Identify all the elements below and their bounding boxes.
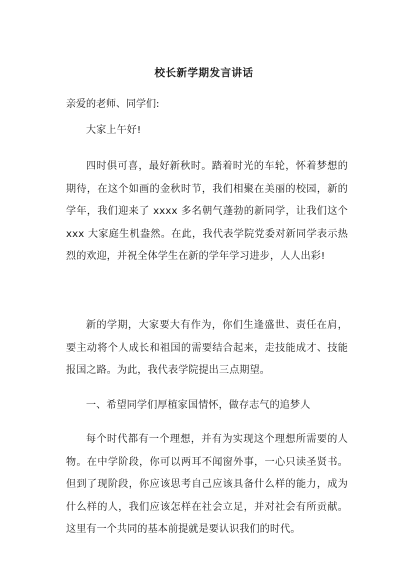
salutation: 亲爱的老师、同学们: — [66, 99, 160, 110]
opening-paragraph: 四时俱可喜，最好新秋时。踏着时光的车轮，怀着梦想的期待，在这个如画的金秋时节，我们相聚在美丽的校园，新的学年，我们迎来了 xxxx 多名朝气蓬勃的新同学，让我们这个 xxx 大家庭生机盎然。在此，我代表学院党委对新同学表示热烈的欢迎，并祝全体学生在新的学年学习进步，人人出彩! — [66, 161, 348, 262]
section-body-1: 每个时代都有一个理想，并有为实现这个理想所需要的人物。在中学阶段，你可以两耳不闻窗外事，一心只读圣贤书。但到了现阶段，你应该思考自己应该具备什么样的能力，成为什么样的人，我们应该怎样在社会立足，并对社会有所贡献。这里有一个共同的基本前提就是要认识我们的时代。 — [66, 434, 348, 535]
section-heading-1: 一、希望同学们厚植家国情怀，做存志气的追梦人 — [86, 400, 311, 411]
greeting-paragraph: 大家上午好! — [86, 125, 142, 136]
expectation-paragraph: 新的学期，大家要大有作为，你们生逢盛世、责任在肩，要主动将个人成长和祖国的需要结合起来，走技能成才、技能报国之路。为此，我代表学院提出三点期望。 — [66, 320, 348, 376]
document-title: 校长新学期发言讲话 — [154, 67, 254, 79]
